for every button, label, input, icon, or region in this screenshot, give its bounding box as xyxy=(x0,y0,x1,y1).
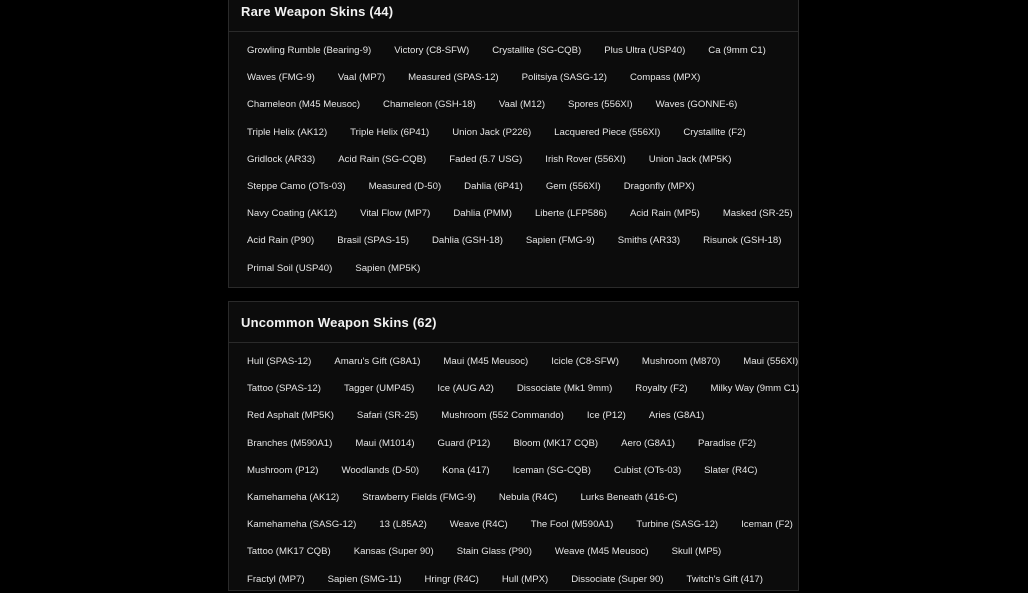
skin-item[interactable]: Red Asphalt (MP5K) xyxy=(247,410,334,422)
rare-skins-list xyxy=(229,32,798,282)
skin-item[interactable]: Woodlands (D-50) xyxy=(341,464,420,476)
skin-item[interactable]: Mushroom (552 Commando) xyxy=(441,410,564,422)
skin-item[interactable]: Guard (P12) xyxy=(437,437,491,449)
skin-item[interactable]: Kona (417) xyxy=(442,464,490,476)
uncommon-skins-row xyxy=(240,538,798,565)
skin-item[interactable]: Vital Flow (MP7) xyxy=(360,208,431,220)
rare-skins-row xyxy=(240,200,798,227)
skin-item[interactable]: Gridlock (AR33) xyxy=(247,153,316,165)
skin-item[interactable]: Sapien (SMG-11) xyxy=(327,573,402,585)
uncommon-skins-list xyxy=(229,343,798,593)
skin-item[interactable]: Spores (556XI) xyxy=(568,99,633,111)
skin-item[interactable]: Sapien (MP5K) xyxy=(355,262,421,274)
skin-item[interactable]: Dahlia (6P41) xyxy=(464,181,523,193)
skin-item[interactable]: Amaru's Gift (G8A1) xyxy=(334,356,421,368)
skin-item[interactable]: Liberte (LFP586) xyxy=(534,208,607,220)
skin-item[interactable]: Dahlia (GSH-18) xyxy=(431,235,503,247)
skin-item[interactable]: Smiths (AR33) xyxy=(617,235,681,247)
skin-item[interactable]: Branches (M590A1) xyxy=(247,437,333,449)
skin-item[interactable]: Plus Ultra (USP40) xyxy=(604,45,686,57)
skin-item[interactable]: Strawberry Fields (FMG-9) xyxy=(362,492,476,504)
skin-item[interactable]: Growling Rumble (Bearing-9) xyxy=(247,45,372,57)
skin-item[interactable]: Hull (MPX) xyxy=(501,573,549,585)
skin-item[interactable]: Aries (G8A1) xyxy=(648,410,705,422)
rare-skins-row xyxy=(240,64,798,91)
skin-item[interactable]: Faded (5.7 USG) xyxy=(449,153,523,165)
skin-item[interactable]: Ice (P12) xyxy=(586,410,626,422)
skin-item[interactable]: Triple Helix (AK12) xyxy=(247,126,328,138)
skin-item[interactable]: Sapien (FMG-9) xyxy=(525,235,595,247)
skin-item[interactable]: Mushroom (M870) xyxy=(641,356,721,368)
rare-skins-row xyxy=(240,255,798,282)
uncommon-skins-panel xyxy=(228,301,799,591)
skin-item[interactable]: Fractyl (MP7) xyxy=(247,573,305,585)
skin-item[interactable]: Aero (G8A1) xyxy=(621,437,675,449)
skin-item[interactable]: Turbine (SASG-12) xyxy=(636,519,719,531)
skin-item[interactable]: Maui (556XI) xyxy=(743,356,799,368)
rare-skins-row xyxy=(240,37,798,64)
skin-item[interactable]: Mushroom (P12) xyxy=(247,464,319,476)
skin-item[interactable]: 13 (L85A2) xyxy=(379,519,427,531)
skin-item[interactable]: Acid Rain (MP5) xyxy=(629,208,700,220)
skin-item[interactable]: Maui (M1014) xyxy=(355,437,415,449)
skin-item[interactable]: Chameleon (M45 Meusoc) xyxy=(247,99,361,111)
skin-item[interactable]: Kamehameha (SASG-12) xyxy=(247,519,357,531)
skin-item[interactable]: Navy Coating (AK12) xyxy=(247,208,338,220)
skin-item[interactable]: Union Jack (P226) xyxy=(452,126,532,138)
skin-item[interactable]: Dahlia (PMM) xyxy=(453,208,512,220)
rare-skins-panel xyxy=(228,0,799,288)
skin-item[interactable]: Vaal (MP7) xyxy=(337,72,386,84)
skin-item[interactable]: Weave (R4C) xyxy=(449,519,508,531)
rare-skins-row xyxy=(240,91,798,118)
skin-item[interactable]: Acid Rain (P90) xyxy=(247,235,315,247)
skin-item[interactable]: The Fool (M590A1) xyxy=(530,519,614,531)
uncommon-skins-row xyxy=(240,457,798,484)
skin-item[interactable]: Cubist (OTs-03) xyxy=(613,464,682,476)
uncommon-skins-row xyxy=(240,566,798,593)
rare-skins-row xyxy=(240,173,798,200)
rare-skins-row xyxy=(240,146,798,173)
skin-item[interactable]: Nebula (R4C) xyxy=(498,492,558,504)
skin-item[interactable]: Crystallite (F2) xyxy=(683,126,746,138)
skin-item[interactable]: Ca (9mm C1) xyxy=(708,45,766,57)
uncommon-skins-title: Uncommon Weapon Skins (62) xyxy=(229,302,798,343)
skin-item[interactable]: Kamehameha (AK12) xyxy=(247,492,340,504)
skin-item[interactable]: Paradise (F2) xyxy=(697,437,757,449)
skin-item[interactable]: Skull (MP5) xyxy=(671,546,722,558)
skin-item[interactable]: Primal Soil (USP40) xyxy=(247,262,333,274)
skin-item[interactable]: Tattoo (MK17 CQB) xyxy=(247,546,331,558)
skin-item[interactable]: Crystallite (SG-CQB) xyxy=(492,45,582,57)
skin-item[interactable]: Lacquered Piece (556XI) xyxy=(554,126,661,138)
skin-item[interactable]: Gem (556XI) xyxy=(545,181,601,193)
skin-item[interactable]: Lurks Beneath (416-C) xyxy=(580,492,678,504)
skin-item[interactable]: Chameleon (GSH-18) xyxy=(383,99,476,111)
skin-item[interactable]: Hull (SPAS-12) xyxy=(247,356,312,368)
skin-item[interactable]: Milky Way (9mm C1) xyxy=(710,383,800,395)
skin-item[interactable]: Politsiya (SASG-12) xyxy=(521,72,607,84)
skin-item[interactable]: Iceman (SG-CQB) xyxy=(512,464,591,476)
skin-item[interactable]: Union Jack (MP5K) xyxy=(648,153,732,165)
skin-item[interactable]: Acid Rain (SG-CQB) xyxy=(338,153,427,165)
uncommon-skins-row xyxy=(240,375,798,402)
skin-item[interactable]: Measured (SPAS-12) xyxy=(408,72,499,84)
skin-item[interactable]: Measured (D-50) xyxy=(368,181,442,193)
skin-item[interactable]: Triple Helix (6P41) xyxy=(350,126,430,138)
skin-item[interactable]: Weave (M45 Meusoc) xyxy=(554,546,649,558)
skin-item[interactable]: Tattoo (SPAS-12) xyxy=(247,383,321,395)
skin-item[interactable]: Ice (AUG A2) xyxy=(437,383,494,395)
skin-item[interactable]: Vaal (M12) xyxy=(498,99,546,111)
uncommon-skins-row xyxy=(240,402,798,429)
skin-item[interactable]: Tagger (UMP45) xyxy=(343,383,415,395)
uncommon-skins-row xyxy=(240,348,798,375)
skin-item[interactable]: Bloom (MK17 CQB) xyxy=(513,437,599,449)
skin-item[interactable]: Safari (SR-25) xyxy=(356,410,419,422)
skin-item[interactable]: Steppe Camo (OTs-03) xyxy=(247,181,346,193)
skin-item[interactable]: Slater (R4C) xyxy=(704,464,758,476)
uncommon-skins-row xyxy=(240,511,798,538)
skin-item[interactable]: Masked (SR-25) xyxy=(722,208,793,220)
skin-item[interactable]: Dissociate (Super 90) xyxy=(571,573,664,585)
skin-item[interactable]: Waves (GONNE-6) xyxy=(655,99,738,111)
skin-item[interactable]: Irish Rover (556XI) xyxy=(545,153,626,165)
skin-item[interactable]: Waves (FMG-9) xyxy=(247,72,315,84)
skin-item[interactable]: Risunok (GSH-18) xyxy=(703,235,782,247)
skin-item[interactable]: Royalty (F2) xyxy=(635,383,688,395)
skin-item[interactable]: Kansas (Super 90) xyxy=(353,546,434,558)
skin-item[interactable]: Compass (MPX) xyxy=(629,72,701,84)
skin-item[interactable]: Brasil (SPAS-15) xyxy=(337,235,409,247)
skin-item[interactable]: Iceman (F2) xyxy=(741,519,793,531)
skin-item[interactable]: Dissociate (Mk1 9mm) xyxy=(516,383,613,395)
skin-item[interactable]: Victory (C8-SFW) xyxy=(394,45,470,57)
skin-item[interactable]: Icicle (C8-SFW) xyxy=(551,356,619,368)
uncommon-skins-row xyxy=(240,484,798,511)
rare-skins-title: Rare Weapon Skins (44) xyxy=(229,0,798,32)
rare-skins-row xyxy=(240,227,798,254)
skin-item[interactable]: Twitch's Gift (417) xyxy=(686,573,763,585)
rare-skins-row xyxy=(240,119,798,146)
uncommon-skins-row xyxy=(240,430,798,457)
skin-item[interactable]: Hringr (R4C) xyxy=(424,573,479,585)
skin-item[interactable]: Stain Glass (P90) xyxy=(456,546,532,558)
skin-item[interactable]: Dragonfly (MPX) xyxy=(623,181,695,193)
skin-item[interactable]: Maui (M45 Meusoc) xyxy=(443,356,529,368)
